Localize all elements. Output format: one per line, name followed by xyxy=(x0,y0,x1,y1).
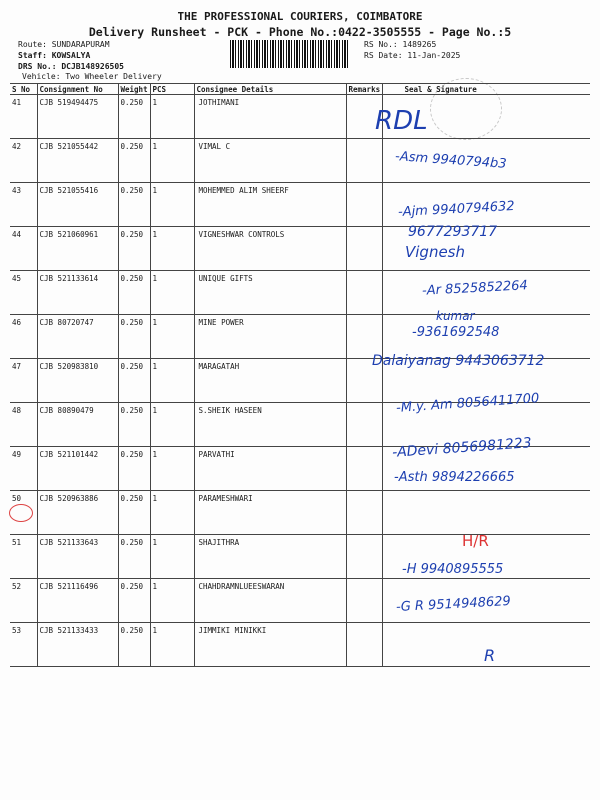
cell-sno: 41 xyxy=(10,95,37,139)
cell-pcs: 1 xyxy=(150,95,194,139)
cell-remarks xyxy=(346,579,382,623)
table-row xyxy=(10,227,590,271)
sno-circle-mark xyxy=(9,504,33,522)
table-row xyxy=(10,315,590,359)
cell-remarks xyxy=(346,447,382,491)
cell-consignee: UNIQUE GIFTS xyxy=(194,271,346,315)
cell-sno: 43 xyxy=(10,183,37,227)
cell-sno: 44 xyxy=(10,227,37,271)
cell-consignee: PARAMESHWARI xyxy=(194,491,346,535)
cell-sno: 48 xyxy=(10,403,37,447)
cell-consignment: CJB 521055416 xyxy=(37,183,118,227)
rs-no-line: RS No.: 1489265 xyxy=(364,40,437,49)
signature-49: -ADevi 8056981223 xyxy=(391,435,533,461)
cell-pcs: 1 xyxy=(150,315,194,359)
cell-sno: 46 xyxy=(10,315,37,359)
cell-weight: 0.250 xyxy=(118,359,150,403)
cell-consignment: CJB 80720747 xyxy=(37,315,118,359)
signature-43: -Ajm 9940794632 xyxy=(397,198,516,221)
col-remarks: Remarks xyxy=(346,84,382,95)
cell-pcs: 1 xyxy=(150,535,194,579)
cell-consignment: CJB 521133614 xyxy=(37,271,118,315)
cell-consignee: VIMAL C xyxy=(194,139,346,183)
cell-pcs: 1 xyxy=(150,403,194,447)
cell-weight: 0.250 xyxy=(118,271,150,315)
cell-consignment: CJB 521101442 xyxy=(37,447,118,491)
cell-weight: 0.250 xyxy=(118,403,150,447)
signature-footer: R xyxy=(484,646,496,665)
signature-45: -Ar 8525852264 xyxy=(421,278,529,299)
cell-consignment: CJB 520963886 xyxy=(37,491,118,535)
table-row xyxy=(10,491,590,535)
col-consignee: Consignee Details xyxy=(194,84,346,95)
cell-remarks xyxy=(346,183,382,227)
signature-46-phone: -9361692548 xyxy=(412,325,500,340)
cell-consignee: S.SHEIK HASEEN xyxy=(194,403,346,447)
vehicle-line: Vehicle: Two Wheeler Delivery xyxy=(22,72,162,81)
company-title: THE PROFESSIONAL COURIERS, COIMBATORE xyxy=(177,10,423,23)
cell-consignment: CJB 519494475 xyxy=(37,95,118,139)
cell-pcs: 1 xyxy=(150,579,194,623)
cell-pcs: 1 xyxy=(150,447,194,491)
cell-remarks xyxy=(346,139,382,183)
signature-42: -Asm 9940794b3 xyxy=(394,149,507,172)
table-row xyxy=(10,95,590,139)
cell-sno: 52 xyxy=(10,579,37,623)
runsheet-subtitle: Delivery Runsheet - PCK - Phone No.:0422-3505555 - Page No.:5 xyxy=(88,25,512,39)
signature-46-name: kumar xyxy=(436,309,475,323)
cell-consignee: PARVATHI xyxy=(194,447,346,491)
cell-consignment: CJB 521060961 xyxy=(37,227,118,271)
cell-remarks xyxy=(346,491,382,535)
cell-consignee: MARAGATAH xyxy=(194,359,346,403)
col-consignment: Consignment No xyxy=(37,84,118,95)
cell-weight: 0.250 xyxy=(118,535,150,579)
signature-44-name: Vignesh xyxy=(405,243,466,261)
col-seal: Seal & Signature xyxy=(382,84,590,95)
signature-50: -Asth 9894226665 xyxy=(394,470,515,485)
cell-consignee: VIGNESHWAR CONTROLS xyxy=(194,227,346,271)
cell-remarks xyxy=(346,271,382,315)
signature-53: -G R 9514948629 xyxy=(395,594,512,615)
cell-consignee: MINE POWER xyxy=(194,315,346,359)
cell-sno: 45 xyxy=(10,271,37,315)
barcode xyxy=(230,40,350,68)
drs-line: DRS No.: DCJB148926505 xyxy=(18,62,124,71)
col-weight: Weight xyxy=(118,84,150,95)
cell-sno: 42 xyxy=(10,139,37,183)
cell-weight: 0.250 xyxy=(118,227,150,271)
cell-sno: 47 xyxy=(10,359,37,403)
cell-consignment: CJB 521133643 xyxy=(37,535,118,579)
remark-hr: H/R xyxy=(462,532,489,550)
cell-seal xyxy=(382,491,590,535)
cell-remarks xyxy=(346,403,382,447)
cell-consignment: CJB 80890479 xyxy=(37,403,118,447)
cell-consignment: CJB 521055442 xyxy=(37,139,118,183)
cell-remarks xyxy=(346,623,382,667)
cell-pcs: 1 xyxy=(150,359,194,403)
cell-weight: 0.250 xyxy=(118,491,150,535)
cell-sno: 50 xyxy=(10,491,37,535)
cell-consignee: JIMMIKI MINIKKI xyxy=(194,623,346,667)
cell-consignment: CJB 520983810 xyxy=(37,359,118,403)
cell-consignment: CJB 521133433 xyxy=(37,623,118,667)
cell-weight: 0.250 xyxy=(118,447,150,491)
signature-47: Dalaiyanag 9443063712 xyxy=(372,353,545,369)
cell-weight: 0.250 xyxy=(118,579,150,623)
cell-pcs: 1 xyxy=(150,227,194,271)
cell-sno: 53 xyxy=(10,623,37,667)
cell-pcs: 1 xyxy=(150,139,194,183)
cell-weight: 0.250 xyxy=(118,95,150,139)
cell-pcs: 1 xyxy=(150,183,194,227)
table-header-row xyxy=(10,84,590,95)
signature-52: -H 9940895555 xyxy=(402,562,504,577)
cell-pcs: 1 xyxy=(150,491,194,535)
col-sno: S No xyxy=(10,84,37,95)
cell-weight: 0.250 xyxy=(118,139,150,183)
cell-remarks xyxy=(346,535,382,579)
signature-41: RDL xyxy=(375,106,428,136)
cell-remarks xyxy=(346,315,382,359)
col-pcs: PCS xyxy=(150,84,194,95)
cell-consignee: CHAHDRAMNLUEESWARAN xyxy=(194,579,346,623)
cell-consignee: SHAJITHRA xyxy=(194,535,346,579)
cell-weight: 0.250 xyxy=(118,183,150,227)
signature-44-phone: 9677293717 xyxy=(408,224,498,240)
cell-consignee: MOHEMMED ALIM SHEERF xyxy=(194,183,346,227)
cell-weight: 0.250 xyxy=(118,623,150,667)
cell-consignment: CJB 521116496 xyxy=(37,579,118,623)
cell-sno: 49 xyxy=(10,447,37,491)
cell-pcs: 1 xyxy=(150,623,194,667)
route-line: Route: SUNDARAPURAM xyxy=(18,40,110,49)
cell-remarks xyxy=(346,227,382,271)
table-row xyxy=(10,623,590,667)
cell-weight: 0.250 xyxy=(118,315,150,359)
cell-sno: 51 xyxy=(10,535,37,579)
rs-date-line: RS Date: 11-Jan-2025 xyxy=(364,51,461,60)
staff-line: Staff: KOWSALYA xyxy=(18,51,91,60)
signature-48: -M.y. Am 8056411700 xyxy=(395,391,540,416)
cell-pcs: 1 xyxy=(150,271,194,315)
cell-consignee: JOTHIMANI xyxy=(194,95,346,139)
